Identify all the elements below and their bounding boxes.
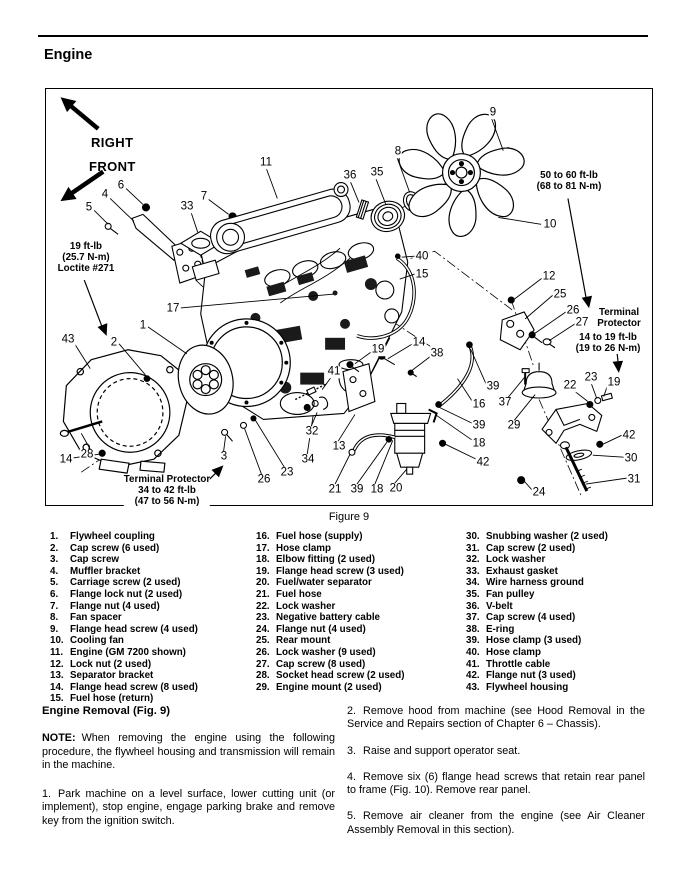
figure-callout: 26 (257, 473, 271, 486)
figure-caption: Figure 9 (328, 511, 370, 523)
figure-callout: 36 (343, 169, 357, 182)
torque-note: 50 to 60 ft-lb (68 to 81 N-m) (536, 170, 602, 192)
step-number: 4. (347, 770, 357, 783)
figure-callout: 8 (394, 145, 402, 158)
part-item (50, 601, 198, 613)
part-item (50, 624, 198, 636)
part-name: Flange lock nut (2 used) (70, 588, 183, 600)
part-name: Fan pulley (486, 588, 535, 600)
part-name: Muffler bracket (70, 565, 141, 577)
figure-callout: 5 (85, 201, 93, 214)
part-number: 24. (256, 623, 270, 635)
part-name: Carriage screw (2 used) (70, 577, 181, 589)
part-number: 1. (50, 531, 59, 542)
part-item (466, 647, 608, 659)
part-number: 14. (50, 681, 64, 693)
part-item (50, 566, 198, 578)
part-number: 22. (256, 600, 270, 612)
part-name: Flange nut (4 used) (276, 623, 366, 635)
part-name: Cap screw (70, 554, 120, 566)
section-title: Engine (44, 47, 93, 63)
part-number: 26. (256, 646, 270, 658)
part-name: Lock nut (2 used) (70, 658, 152, 670)
part-name: V-belt (486, 600, 513, 612)
body-column-right (347, 705, 645, 850)
part-name: Cap screw (2 used) (486, 542, 576, 554)
procedure-heading: Engine Removal (Fig. 9) (42, 705, 171, 717)
part-item (256, 601, 405, 613)
procedure-step (347, 705, 645, 732)
part-name: Hose clamp (3 used) (486, 635, 582, 647)
figure-callout: 12 (542, 270, 556, 283)
direction-label: RIGHT (91, 135, 134, 150)
part-name: Fuel hose (supply) (276, 531, 363, 542)
figure-callout: 21 (328, 483, 342, 496)
part-item (256, 682, 405, 694)
figure-callout: 32 (305, 425, 319, 438)
procedure-step (347, 771, 645, 798)
part-item (256, 612, 405, 624)
figure-callout: 43 (61, 333, 75, 346)
part-name: Flywheel housing (486, 681, 569, 693)
figure-callout: 29 (507, 419, 521, 432)
step-text: Park machine on a level surface, lower cutting unit (or implement), stop engine, engage parking brake and remove key from the ignition switch. (42, 788, 335, 827)
part-name: Engine (GM 7200 shown) (70, 646, 186, 658)
part-number: 13. (50, 670, 64, 682)
part-number: 34. (466, 577, 480, 589)
figure-callout: 28 (80, 448, 94, 461)
part-name: Cooling fan (70, 635, 124, 647)
figure-callout: 25 (553, 288, 567, 301)
figure-callout: 3 (220, 450, 228, 463)
figure-callout: 37 (498, 396, 512, 409)
torque-note: Terminal Protector 34 to 42 ft-lb (47 to 56 N-m) (123, 474, 211, 507)
figure-callout: 40 (415, 250, 429, 263)
parts-list-column-2 (256, 531, 405, 693)
part-item (466, 554, 608, 566)
figure-callout: 6 (117, 179, 125, 192)
part-name: Hose clamp (276, 542, 331, 554)
engine-exploded-diagram-art (46, 89, 652, 505)
part-number: 10. (50, 635, 64, 647)
part-name: Negative battery cable (276, 612, 381, 624)
figure-callout: 33 (180, 200, 194, 213)
part-number: 6. (50, 588, 59, 600)
figure-callout: 17 (166, 302, 180, 315)
procedure-steps-left (42, 788, 335, 828)
part-name: Lock washer (486, 554, 546, 566)
part-number: 42. (466, 670, 480, 682)
part-item (50, 589, 198, 601)
part-item (466, 670, 608, 682)
part-item (466, 531, 608, 543)
figure-callout: 23 (280, 466, 294, 479)
figure-callout: 2 (110, 336, 118, 349)
parts-list-column-1 (50, 531, 198, 705)
torque-note: 14 to 19 ft-lb (19 to 26 N-m) (575, 332, 641, 354)
part-item (466, 624, 608, 636)
figure-callout: 18 (472, 437, 486, 450)
part-number: 39. (466, 635, 480, 647)
direction-label: FRONT (89, 159, 136, 174)
part-item (466, 589, 608, 601)
part-number: 3. (50, 554, 59, 566)
note-label: NOTE: (42, 732, 76, 745)
figure-callout: 22 (563, 379, 577, 392)
part-number: 40. (466, 646, 480, 658)
figure-callout: 20 (389, 482, 403, 495)
part-number: 43. (466, 681, 480, 693)
step-text: Remove six (6) flange head screws that retain rear panel to frame (Fig. 10). Remove rear panel. (347, 770, 645, 797)
part-number: 21. (256, 588, 270, 600)
figure-callout: 23 (584, 371, 598, 384)
part-item (50, 693, 198, 705)
step-number: 5. (347, 810, 357, 823)
part-name: Flange head screw (3 used) (276, 565, 404, 577)
part-number: 17. (256, 542, 270, 554)
part-number: 12. (50, 658, 64, 670)
part-item (50, 531, 198, 543)
part-item (50, 647, 198, 659)
part-number: 7. (50, 600, 59, 612)
figure-9-box (45, 88, 653, 506)
part-item (256, 566, 405, 578)
figure-callout: 42 (476, 456, 490, 469)
part-item (256, 554, 405, 566)
figure-callout: 39 (350, 483, 364, 496)
part-number: 9. (50, 623, 59, 635)
part-number: 33. (466, 565, 480, 577)
part-name: Wire harness ground (486, 577, 584, 589)
figure-callout: 39 (486, 380, 500, 393)
part-name: E-ring (486, 623, 515, 635)
procedure-step (347, 810, 645, 837)
procedure-step (347, 745, 645, 758)
part-name: Lock washer (9 used) (276, 646, 376, 658)
part-name: Flywheel coupling (70, 531, 155, 542)
part-name: Cap screw (4 used) (486, 612, 576, 624)
part-name: Lock washer (276, 600, 336, 612)
part-name: Fuel hose (276, 588, 322, 600)
figure-callout: 24 (532, 486, 546, 499)
step-number: 1. (42, 788, 52, 801)
part-number: 16. (256, 531, 270, 542)
step-text: Remove hood from machine (see Hood Removal in the Service and Repairs section of Chapter 6 – Chassis). (347, 705, 645, 731)
part-name: Flange head screw (8 used) (70, 681, 198, 693)
part-name: Socket head screw (2 used) (276, 670, 405, 682)
part-number: 38. (466, 623, 480, 635)
figure-callout: 16 (472, 398, 486, 411)
part-name: Fuel hose (return) (70, 693, 154, 705)
parts-list-column-3 (466, 531, 608, 693)
part-number: 8. (50, 612, 59, 624)
part-item (256, 647, 405, 659)
part-name: Cap screw (6 used) (70, 542, 160, 554)
step-text: Raise and support operator seat. (363, 744, 521, 757)
part-number: 41. (466, 658, 480, 670)
part-item (466, 659, 608, 671)
part-name: Snubbing washer (2 used) (486, 531, 608, 542)
procedure-note (42, 732, 335, 772)
part-item (466, 682, 608, 694)
part-item (256, 624, 405, 636)
part-number: 32. (466, 554, 480, 566)
part-number: 19. (256, 565, 270, 577)
figure-callout: 18 (370, 483, 384, 496)
part-name: Fan spacer (70, 612, 122, 624)
figure-callout: 1 (139, 319, 147, 332)
header-rule (38, 35, 648, 37)
torque-note: 19 ft-lb (25.7 N-m) Loctite #271 (57, 241, 115, 274)
figure-callout: 7 (200, 190, 208, 203)
figure-callout: 19 (607, 376, 621, 389)
part-item (50, 682, 198, 694)
step-number: 3. (347, 744, 357, 757)
part-name: Flange nut (3 used) (486, 670, 576, 682)
figure-callout: 26 (566, 304, 580, 317)
part-number: 37. (466, 612, 480, 624)
part-item (256, 589, 405, 601)
figure-callout: 27 (575, 316, 589, 329)
part-item (256, 635, 405, 647)
step-number: 2. (347, 705, 357, 717)
part-item (50, 612, 198, 624)
part-number: 23. (256, 612, 270, 624)
body-column-left (42, 705, 335, 841)
part-item (256, 543, 405, 555)
figure-callout: 35 (370, 166, 384, 179)
part-name: Flange nut (4 used) (70, 600, 160, 612)
part-number: 18. (256, 554, 270, 566)
part-name: Separator bracket (70, 670, 154, 682)
part-number: 5. (50, 577, 59, 589)
part-item (466, 612, 608, 624)
part-name: Flange head screw (4 used) (70, 623, 198, 635)
figure-callout: 14 (412, 336, 426, 349)
part-number: 11. (50, 646, 64, 658)
part-name: Hose clamp (486, 646, 541, 658)
part-item (256, 670, 405, 682)
part-item (466, 577, 608, 589)
part-item (50, 635, 198, 647)
part-number: 20. (256, 577, 270, 589)
part-number: 35. (466, 588, 480, 600)
figure-callout: 9 (489, 106, 497, 119)
part-name: Rear mount (276, 635, 331, 647)
procedure-step (42, 788, 335, 828)
note-text: When removing the engine using the following procedure, the flywheel housing and transmission will remain in the machine. (42, 732, 335, 771)
part-item (50, 577, 198, 589)
part-item (50, 670, 198, 682)
part-name: Exhaust gasket (486, 565, 558, 577)
part-item (466, 566, 608, 578)
part-item (466, 601, 608, 613)
figure-callout: 4 (101, 188, 109, 201)
part-name: Engine mount (2 used) (276, 681, 382, 693)
part-number: 31. (466, 542, 480, 554)
part-number: 2. (50, 542, 59, 554)
part-number: 29. (256, 681, 270, 693)
part-name: Throttle cable (486, 658, 551, 670)
part-name: Elbow fitting (2 used) (276, 554, 376, 566)
figure-callout: 14 (59, 453, 73, 466)
part-name: Cap screw (8 used) (276, 658, 366, 670)
figure-callout: 39 (472, 419, 486, 432)
figure-callout: 31 (627, 473, 641, 486)
part-item (256, 659, 405, 671)
part-item (466, 543, 608, 555)
figure-callout: 34 (301, 453, 315, 466)
figure-callout: 41 (327, 365, 341, 378)
step-text: Remove air cleaner from the engine (see Air Cleaner Assembly Removal in this section). (347, 810, 645, 836)
figure-callout: 19 (371, 343, 385, 356)
figure-callout: 13 (332, 440, 346, 453)
part-item (50, 554, 198, 566)
part-item (256, 577, 405, 589)
figure-callout: 10 (543, 218, 557, 231)
part-number: 15. (50, 693, 64, 705)
figure-callout: 42 (622, 429, 636, 442)
figure-callout: 11 (260, 156, 272, 169)
part-number: 4. (50, 565, 59, 577)
part-item (50, 543, 198, 555)
part-number: 25. (256, 635, 270, 647)
figure-callout: 15 (415, 268, 429, 281)
part-number: 30. (466, 531, 480, 542)
torque-note: Terminal Protector (597, 307, 641, 329)
figure-callout: 38 (430, 347, 444, 360)
part-number: 28. (256, 670, 270, 682)
part-item (466, 635, 608, 647)
figure-callout: 30 (624, 452, 638, 465)
part-number: 27. (256, 658, 270, 670)
part-number: 36. (466, 600, 480, 612)
part-name: Fuel/water separator (276, 577, 372, 589)
part-item (256, 531, 405, 543)
part-item (50, 659, 198, 671)
